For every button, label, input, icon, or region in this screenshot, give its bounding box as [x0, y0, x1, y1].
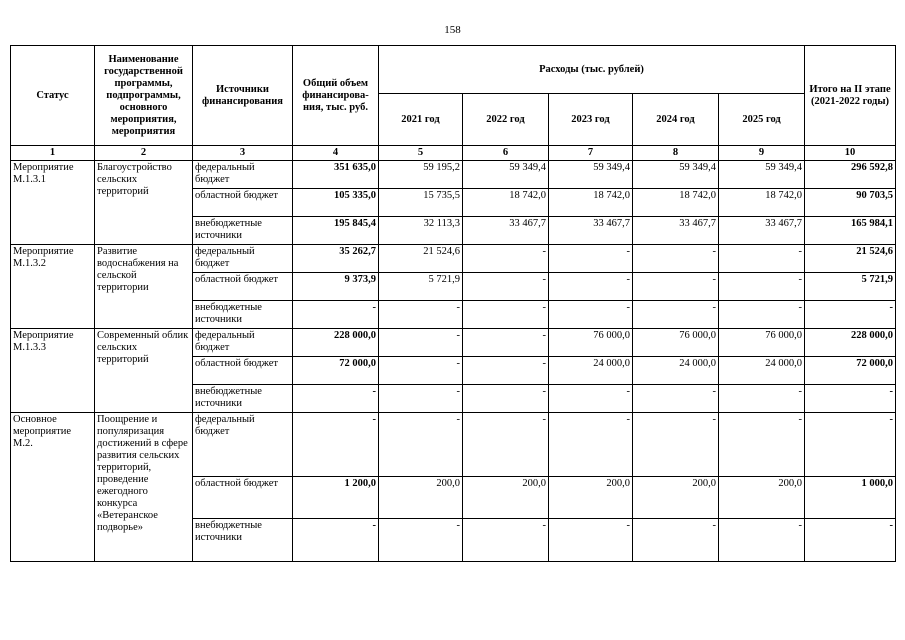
year-value: - [549, 385, 633, 413]
year-value: - [719, 273, 805, 301]
table-row [11, 245, 896, 273]
year-value: - [633, 273, 719, 301]
year-value: 59 349,4 [549, 161, 633, 189]
year-value: - [379, 301, 463, 329]
funding-source: областной бюджет [193, 477, 293, 519]
column-number: 8 [633, 146, 719, 161]
column-number: 2 [95, 146, 193, 161]
year-value: - [379, 329, 463, 357]
total-value: - [293, 413, 379, 477]
year-value: 200,0 [633, 477, 719, 519]
year-value: 33 467,7 [549, 217, 633, 245]
total-value: 351 635,0 [293, 161, 379, 189]
funding-source: внебюджетные источники [193, 519, 293, 562]
funding-source: внебюджетные источники [193, 385, 293, 413]
year-value: 200,0 [463, 477, 549, 519]
header-itogo: Итого на II этапе (2021-2022 годы) [805, 46, 896, 146]
year-value: - [463, 385, 549, 413]
table-row [11, 329, 896, 357]
itogo-value: 5 721,9 [805, 273, 896, 301]
row-name: Современный облик сельских территорий [95, 329, 193, 413]
year-value: 5 721,9 [379, 273, 463, 301]
budget-table [10, 45, 896, 562]
header-name: Наименование государственной программы, подпрограммы, основного мероприятия, мероприятия [95, 46, 193, 146]
row-name: Развитие водоснабжения на сельской территории [95, 245, 193, 329]
itogo-value: 165 984,1 [805, 217, 896, 245]
year-value: - [379, 385, 463, 413]
column-number: 7 [549, 146, 633, 161]
page-number: 158 [444, 24, 461, 36]
funding-source: федеральный бюджет [193, 329, 293, 357]
column-number: 4 [293, 146, 379, 161]
funding-source: внебюджетные источники [193, 217, 293, 245]
funding-source: областной бюджет [193, 273, 293, 301]
year-value: 33 467,7 [463, 217, 549, 245]
funding-source: федеральный бюджет [193, 245, 293, 273]
year-value: - [463, 273, 549, 301]
total-value: - [293, 519, 379, 562]
header-year-2021: 2021 год [379, 94, 463, 146]
column-numbers-row [11, 146, 896, 161]
itogo-value: - [805, 519, 896, 562]
column-number: 10 [805, 146, 896, 161]
year-value: 18 742,0 [549, 189, 633, 217]
year-value: 32 113,3 [379, 217, 463, 245]
total-value: - [293, 301, 379, 329]
total-value: 228 000,0 [293, 329, 379, 357]
itogo-value: 296 592,8 [805, 161, 896, 189]
row-status: Мероприятие М.1.3.1 [11, 161, 95, 245]
header-expenses: Расходы (тыс. рублей) [379, 46, 805, 94]
year-value: 200,0 [719, 477, 805, 519]
year-value: - [633, 519, 719, 562]
header-year-2022: 2022 год [463, 94, 549, 146]
year-value: - [549, 245, 633, 273]
year-value: 200,0 [549, 477, 633, 519]
total-value: 72 000,0 [293, 357, 379, 385]
year-value: - [549, 301, 633, 329]
header-year-2024: 2024 год [633, 94, 719, 146]
year-value: - [633, 301, 719, 329]
year-value: 15 735,5 [379, 189, 463, 217]
year-value: 24 000,0 [549, 357, 633, 385]
itogo-value: 1 000,0 [805, 477, 896, 519]
year-value: - [463, 329, 549, 357]
header-total: Общий объем финансирова-ния, тыс. руб. [293, 46, 379, 146]
year-value: 76 000,0 [633, 329, 719, 357]
total-value: - [293, 385, 379, 413]
year-value: - [633, 245, 719, 273]
itogo-value: 72 000,0 [805, 357, 896, 385]
year-value: - [379, 519, 463, 562]
row-status: Основное мероприятие М.2. [11, 413, 95, 562]
row-name: Благоустройство сельских территорий [95, 161, 193, 245]
table-row [11, 161, 896, 189]
total-value: 1 200,0 [293, 477, 379, 519]
year-value: - [719, 245, 805, 273]
year-value: 59 195,2 [379, 161, 463, 189]
itogo-value: 21 524,6 [805, 245, 896, 273]
column-number: 5 [379, 146, 463, 161]
funding-source: областной бюджет [193, 357, 293, 385]
year-value: 18 742,0 [463, 189, 549, 217]
year-value: 24 000,0 [633, 357, 719, 385]
year-value: - [549, 413, 633, 477]
year-value: - [549, 519, 633, 562]
year-value: 18 742,0 [633, 189, 719, 217]
itogo-value: - [805, 385, 896, 413]
total-value: 105 335,0 [293, 189, 379, 217]
year-value: 33 467,7 [633, 217, 719, 245]
year-value: 24 000,0 [719, 357, 805, 385]
year-value: 76 000,0 [719, 329, 805, 357]
total-value: 195 845,4 [293, 217, 379, 245]
year-value: 200,0 [379, 477, 463, 519]
year-value: - [463, 357, 549, 385]
itogo-value: 90 703,5 [805, 189, 896, 217]
column-number: 9 [719, 146, 805, 161]
year-value: - [719, 385, 805, 413]
table-row [11, 413, 896, 477]
year-value: 18 742,0 [719, 189, 805, 217]
funding-source: федеральный бюджет [193, 413, 293, 477]
year-value: 33 467,7 [719, 217, 805, 245]
column-number: 6 [463, 146, 549, 161]
year-value: - [633, 385, 719, 413]
header-source: Источники финансирования [193, 46, 293, 146]
funding-source: областной бюджет [193, 189, 293, 217]
year-value: - [719, 413, 805, 477]
year-value: - [719, 301, 805, 329]
year-value: - [463, 519, 549, 562]
year-value: 21 524,6 [379, 245, 463, 273]
year-value: 59 349,4 [719, 161, 805, 189]
year-value: - [379, 413, 463, 477]
funding-source: внебюджетные источники [193, 301, 293, 329]
year-value: 59 349,4 [463, 161, 549, 189]
year-value: - [379, 357, 463, 385]
header-year-2025: 2025 год [719, 94, 805, 146]
header-year-2023: 2023 год [549, 94, 633, 146]
year-value: - [463, 413, 549, 477]
year-value: - [719, 519, 805, 562]
year-value: - [549, 273, 633, 301]
header-status: Статус [11, 46, 95, 146]
year-value: - [463, 301, 549, 329]
year-value: - [463, 245, 549, 273]
year-value: 59 349,4 [633, 161, 719, 189]
row-name: Поощрение и популяризация достижений в сфере развития сельских территорий, проведение ежегодного конкурса «Ветеранское подворье» [95, 413, 193, 562]
row-status: Мероприятие М.1.3.2 [11, 245, 95, 329]
year-value: - [633, 413, 719, 477]
row-status: Мероприятие М.1.3.3 [11, 329, 95, 413]
column-number: 1 [11, 146, 95, 161]
itogo-value: - [805, 413, 896, 477]
total-value: 9 373,9 [293, 273, 379, 301]
itogo-value: - [805, 301, 896, 329]
funding-source: федеральный бюджет [193, 161, 293, 189]
year-value: 76 000,0 [549, 329, 633, 357]
itogo-value: 228 000,0 [805, 329, 896, 357]
total-value: 35 262,7 [293, 245, 379, 273]
column-number: 3 [193, 146, 293, 161]
